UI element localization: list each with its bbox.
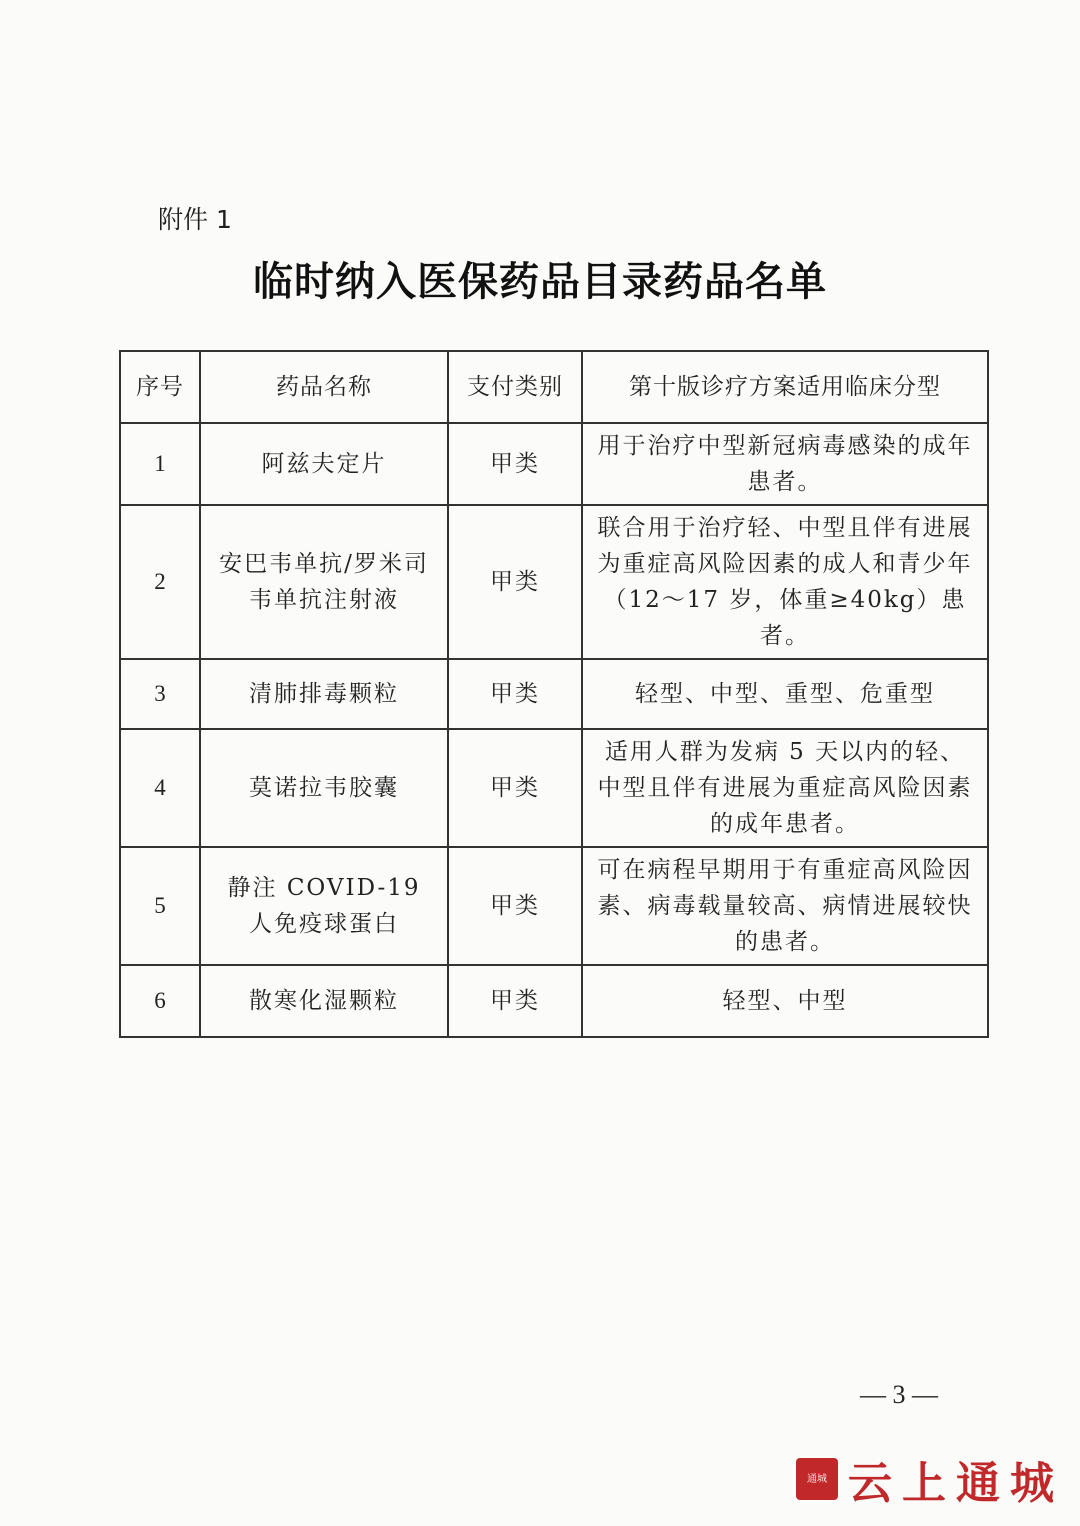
row-clinical-scope: 可在病程早期用于有重症高风险因素、病毒载量较高、病情进展较快的患者。 — [582, 847, 988, 965]
header-drug-name: 药品名称 — [200, 351, 448, 423]
row-clinical-scope: 用于治疗中型新冠病毒感染的成年患者。 — [582, 423, 988, 505]
table-row — [120, 423, 988, 505]
header-clinical-type: 第十版诊疗方案适用临床分型 — [582, 351, 988, 423]
page-title: 临时纳入医保药品目录药品名单 — [253, 259, 827, 305]
row-no: 4 — [120, 729, 200, 847]
row-drug-name: 散寒化湿颗粒 — [200, 965, 448, 1037]
table-row — [120, 847, 988, 965]
attachment-label: 附件 1 — [158, 205, 232, 234]
row-no: 6 — [120, 965, 200, 1037]
row-drug-name: 清肺排毒颗粒 — [200, 659, 448, 729]
row-no: 2 — [120, 505, 200, 659]
row-no: 3 — [120, 659, 200, 729]
row-clinical-scope: 轻型、中型 — [582, 965, 988, 1037]
row-no: 1 — [120, 423, 200, 505]
header-no: 序号 — [120, 351, 200, 423]
brand-text: 云上通城 — [848, 1458, 1064, 1509]
row-clinical-scope: 联合用于治疗轻、中型且伴有进展为重症高风险因素的成人和青少年（12～17 岁，体重≥40kg）患者。 — [582, 505, 988, 659]
table-row — [120, 505, 988, 659]
row-category: 甲类 — [448, 729, 582, 847]
row-category: 甲类 — [448, 659, 582, 729]
table-header-row — [120, 351, 988, 423]
row-drug-name: 阿兹夫定片 — [200, 423, 448, 505]
row-drug-name: 莫诺拉韦胶囊 — [200, 729, 448, 847]
row-no: 5 — [120, 847, 200, 965]
row-category: 甲类 — [448, 423, 582, 505]
seal-logo: 通城 — [796, 1458, 838, 1500]
table-row — [120, 659, 988, 729]
table-row — [120, 965, 988, 1037]
header-payment-category: 支付类别 — [448, 351, 582, 423]
row-category: 甲类 — [448, 847, 582, 965]
row-category: 甲类 — [448, 505, 582, 659]
row-clinical-scope: 适用人群为发病 5 天以内的轻、中型且伴有进展为重症高风险因素的成年患者。 — [582, 729, 988, 847]
drug-list-table — [119, 350, 989, 1038]
row-clinical-scope: 轻型、中型、重型、危重型 — [582, 659, 988, 729]
row-category: 甲类 — [448, 965, 582, 1037]
page-number: — 3 — — [860, 1380, 938, 1409]
table-row — [120, 729, 988, 847]
row-drug-name: 静注 COVID-19 人免疫球蛋白 — [200, 847, 448, 965]
row-drug-name: 安巴韦单抗/罗米司韦单抗注射液 — [200, 505, 448, 659]
watermark-logo — [796, 1447, 1064, 1511]
